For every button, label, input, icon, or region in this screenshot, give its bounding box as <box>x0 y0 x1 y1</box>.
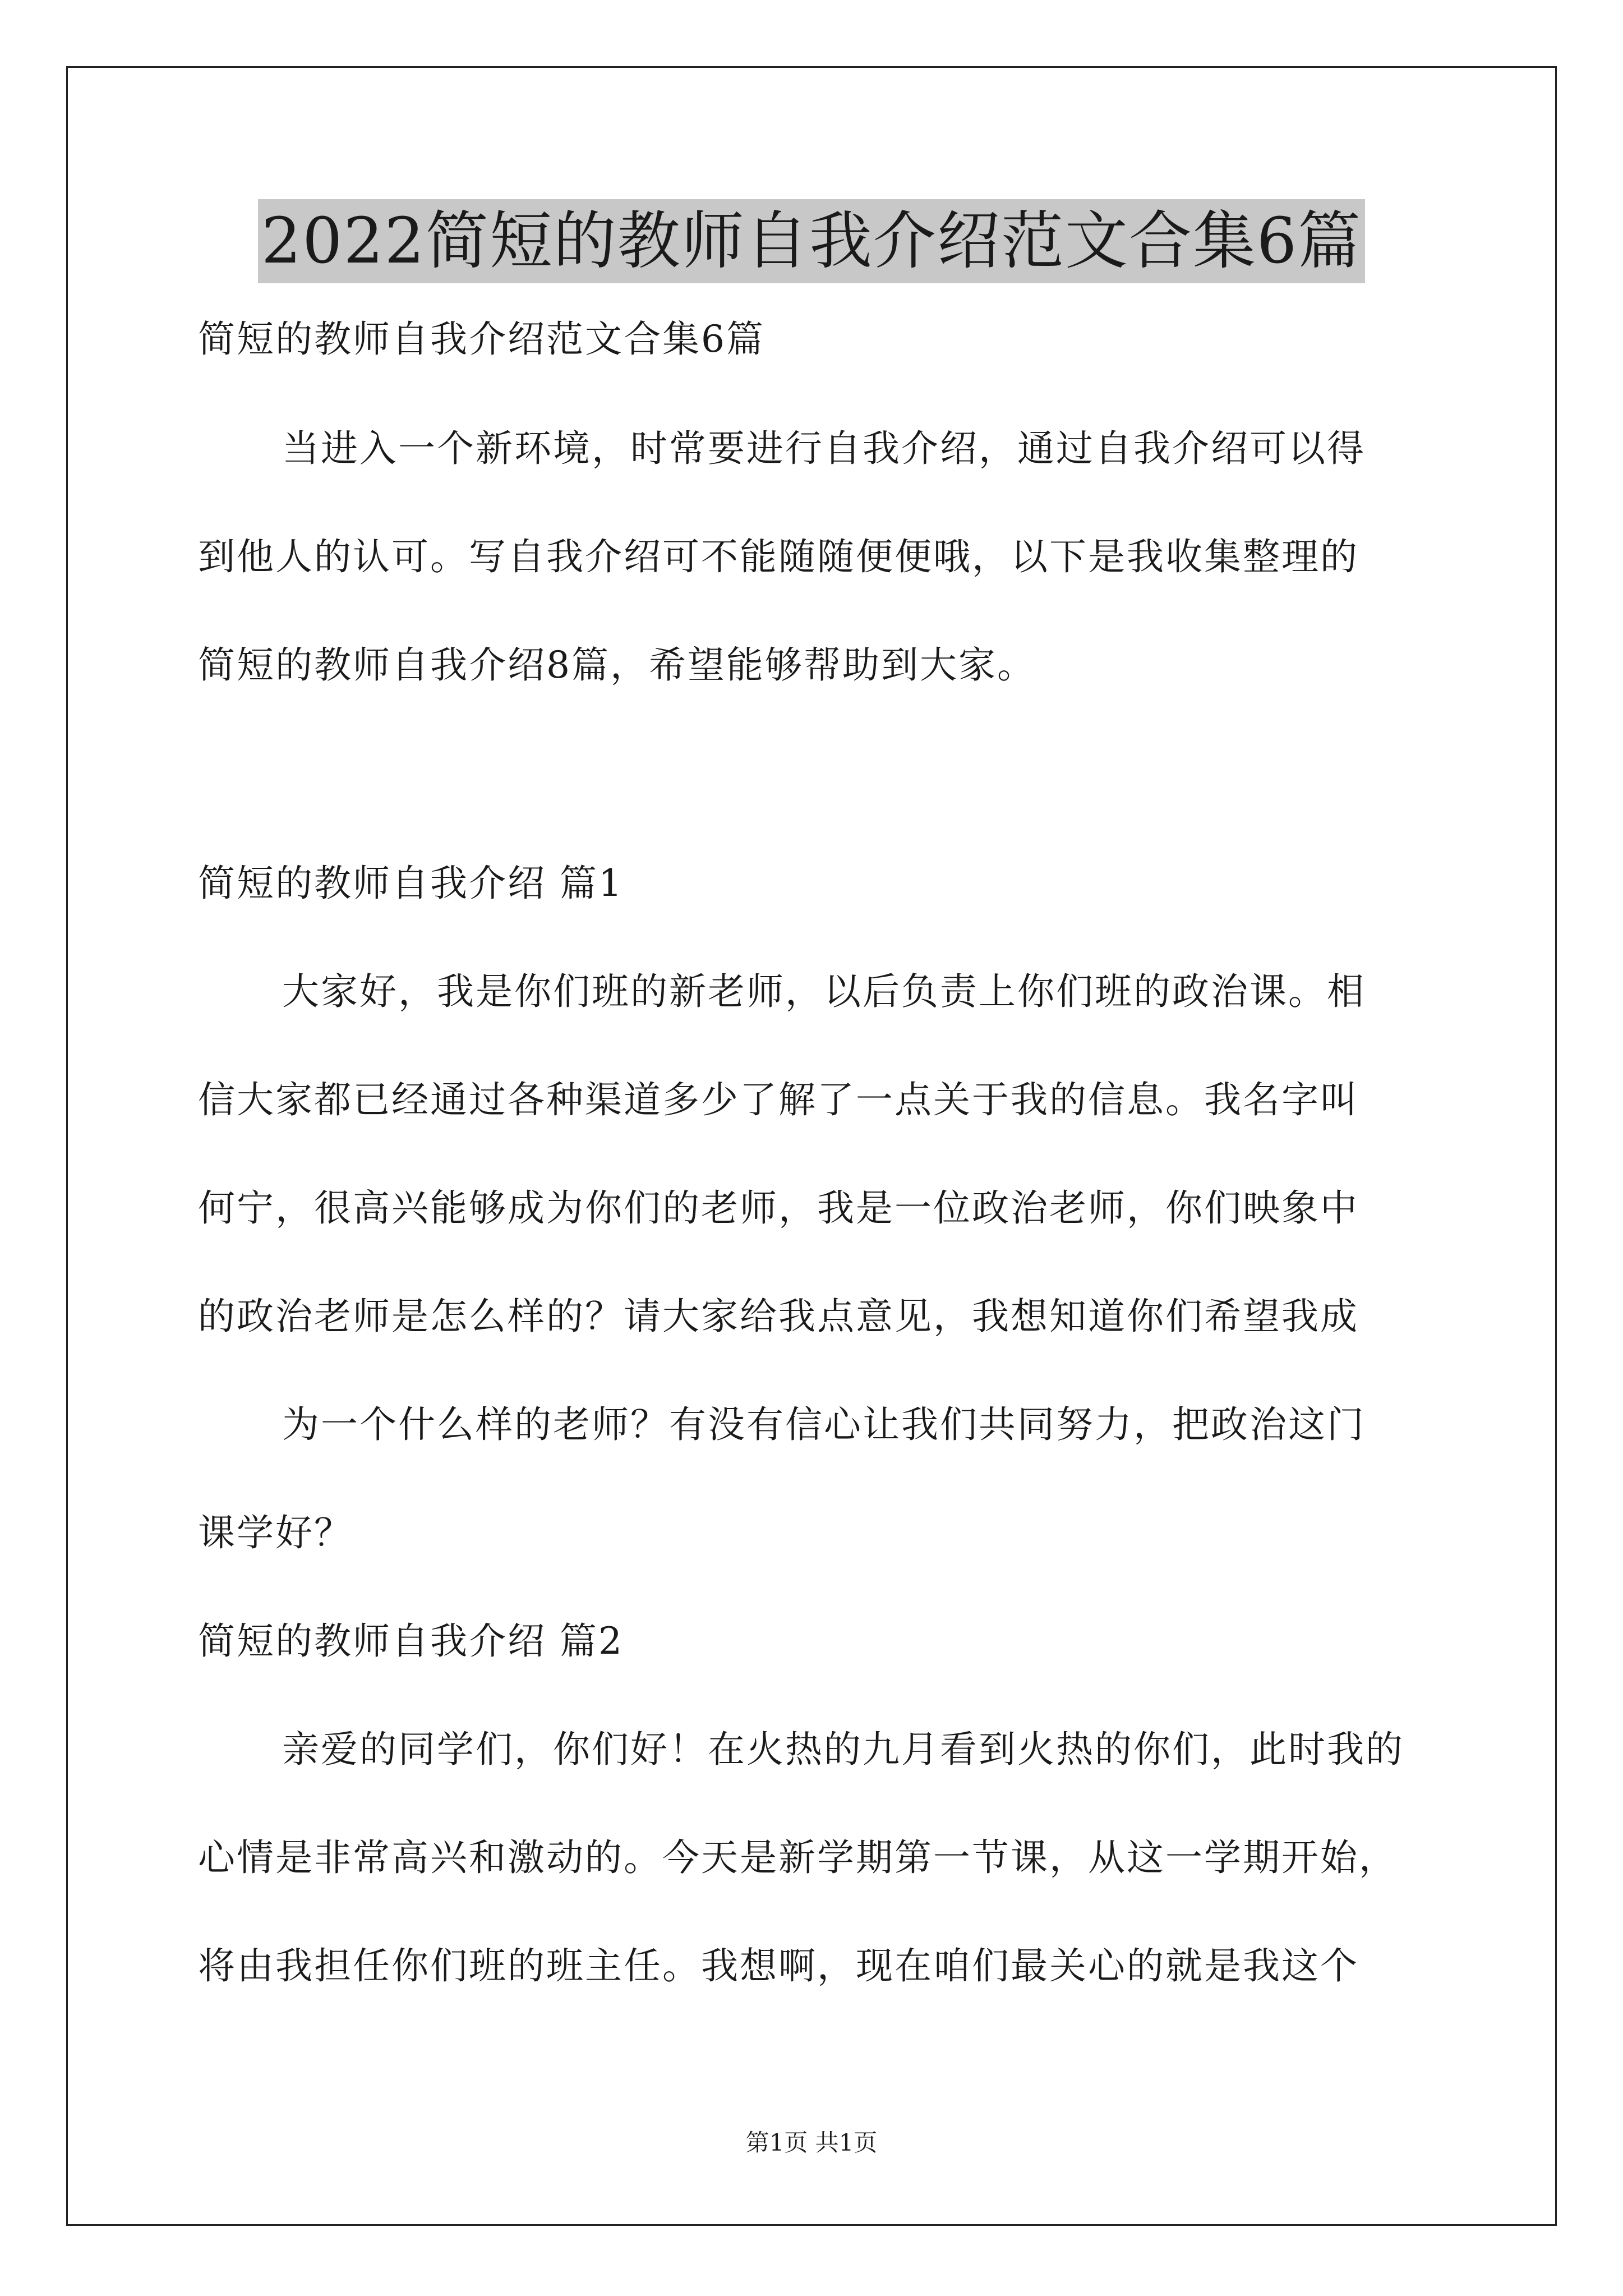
document-subtitle: 简短的教师自我介绍范文合集6篇 <box>198 318 765 361</box>
section1-line: 信大家都已经通过各种渠道多少了解了一点关于我的信息。我名字叫 <box>198 1078 1359 1121</box>
document-title: 2022简短的教师自我介绍范文合集6篇 <box>258 199 1365 283</box>
title-container <box>0 199 1623 283</box>
intro-line: 当进入一个新环境，时常要进行自我介绍，通过自我介绍可以得 <box>282 427 1366 470</box>
page-border <box>66 66 1557 2226</box>
section2-line: 心情是非常高兴和激动的。今天是新学期第一节课，从这一学期开始， <box>198 1836 1398 1879</box>
section1-line: 何宁，很高兴能够成为你们的老师，我是一位政治老师，你们映象中 <box>198 1186 1359 1230</box>
section2-line: 将由我担任你们班的班主任。我想啊，现在咱们最关心的就是我这个 <box>198 1944 1359 1987</box>
section1-line: 为一个什么样的老师？有没有信心让我们共同努力，把政治这门 <box>282 1403 1366 1446</box>
page-footer: 第1页 共1页 <box>745 2129 878 2156</box>
intro-line: 简短的教师自我介绍8篇，希望能够帮助到大家。 <box>198 643 1036 687</box>
section2-line: 亲爱的同学们，你们好！在火热的九月看到火热的你们，此时我的 <box>282 1728 1404 1771</box>
section-heading: 简短的教师自我介绍 篇2 <box>198 1619 624 1663</box>
section1-line: 课学好？ <box>198 1511 353 1554</box>
section1-line: 的政治老师是怎么样的？请大家给我点意见，我想知道你们希望我成 <box>198 1295 1359 1338</box>
section1-line: 大家好，我是你们班的新老师，以后负责上你们班的政治课。相 <box>282 970 1366 1013</box>
intro-line: 到他人的认可。写自我介绍可不能随随便便哦，以下是我收集整理的 <box>198 535 1359 578</box>
section-heading: 简短的教师自我介绍 篇1 <box>198 862 624 905</box>
